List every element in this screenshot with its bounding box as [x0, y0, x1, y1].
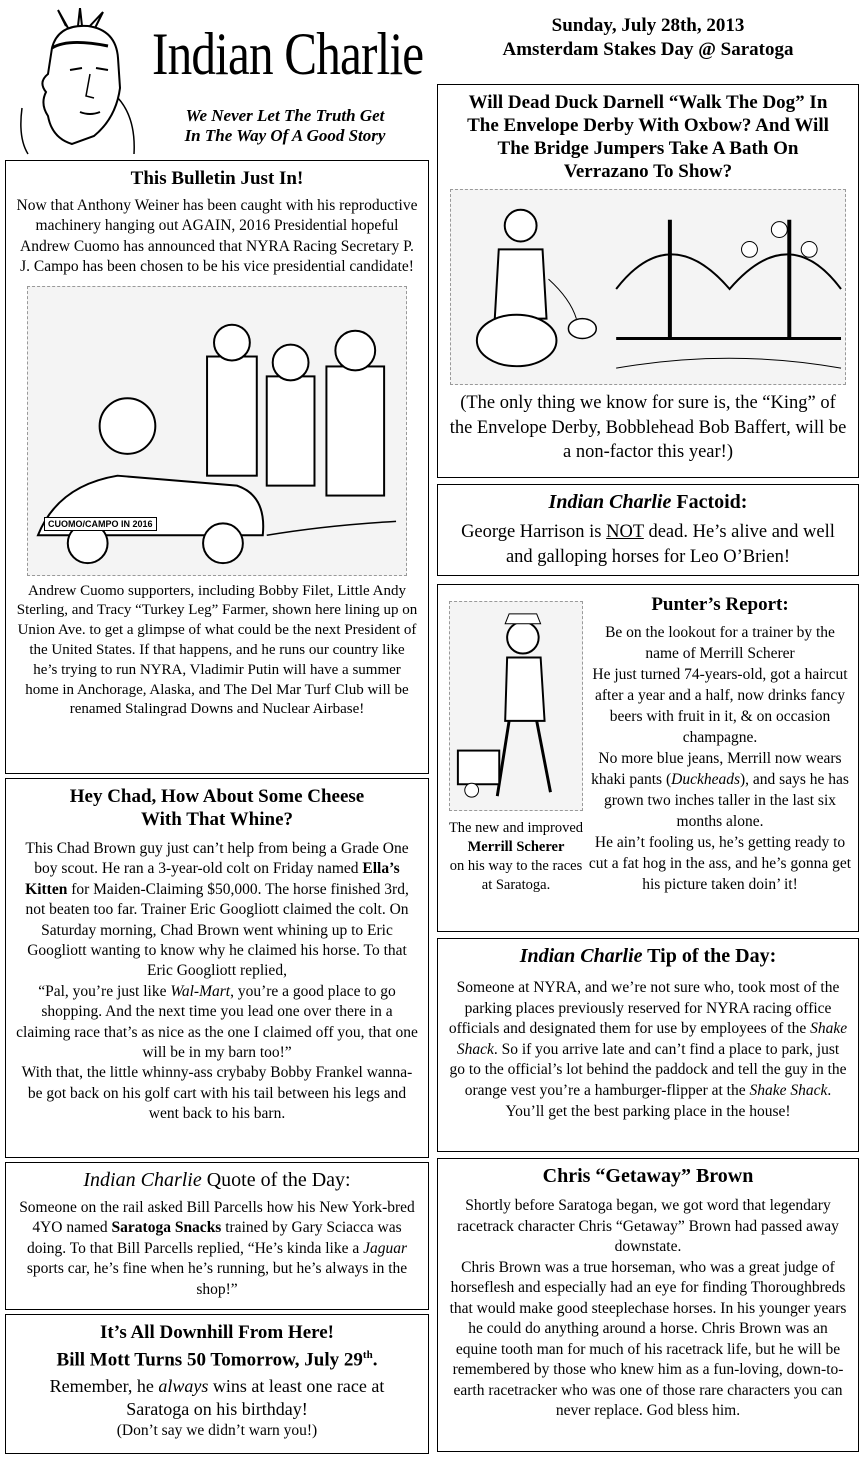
tip-text: Someone at NYRA, and we’re not sure who, took most of the parking places previously reserved for NYRA racing office officials and designated them for use by employees of the [448, 979, 840, 1038]
factoid-body [448, 520, 848, 569]
chad-paragraph-3: With that, the little whinny-ass crybaby Bobby Frankel wanna-be got back on his golf cart with his tail between his legs and went back to his barn. [21, 1064, 413, 1123]
factoid-heading-rest: Factoid: [671, 491, 748, 513]
punter-caption [446, 819, 586, 895]
chad-paragraph-2 [16, 982, 418, 1064]
punter-line-3 [588, 748, 852, 832]
chad-heading [16, 785, 418, 831]
caption-text: on his way to the races at Saratoga. [449, 858, 583, 893]
downhill-section [5, 1314, 429, 1454]
brand-name: Indian Charlie [83, 1169, 202, 1191]
caption-text: The new and improved [448, 820, 584, 836]
punter-text: No more blue jeans, Merrill now wears khaki pants ( [591, 750, 842, 788]
tip-text: . You’ll get the best parking place in the house! [505, 1081, 832, 1120]
quote-section [5, 1162, 429, 1310]
issue-date: Sunday, July 28th, 2013 [551, 15, 745, 36]
chad-heading-line-2: With That Whine? [140, 809, 294, 830]
tagline-line-1: We Never Let The Truth Get [185, 106, 385, 125]
downhill-heading [16, 1321, 418, 1371]
getaway-section [437, 1158, 859, 1452]
darnell-body: (The only thing we know for sure is, the “King” of the Envelope Derby, Bobblehead Bob Baffert, will be a non-factor this year!) [449, 393, 847, 462]
quote-heading [16, 1169, 418, 1192]
punter-line-1: Be on the lookout for a trainer by the name of Merrill Scherer [605, 624, 835, 662]
downhill-heading-text: Bill Mott Turns 50 Tomorrow, July 29 [56, 1349, 363, 1371]
downhill-heading-line-2 [16, 1344, 418, 1371]
masthead-tagline [150, 106, 420, 146]
punter-section [437, 584, 859, 932]
bulletin-section [5, 160, 429, 774]
chad-quote-text: “Pal, you’re just like [38, 982, 171, 1000]
trainer-name: Merrill Scherer [467, 839, 565, 855]
tip-section [437, 938, 859, 1152]
chad-text: for Maiden-Claiming $50,000. The horse finished 3rd, not beaten too far. Trainer Eric Googliott claimed the colt. On Saturday morning, Chad Brown went whining up to Eric Googliott wanting to know why he claimed his horse. To that Eric Googliott replied, [25, 880, 409, 980]
brand-name: Indian Charlie [548, 491, 672, 513]
restaurant-name: Shake Shack [456, 1020, 848, 1058]
dog-walk-bridge-cartoon [450, 189, 846, 385]
brand-name: Duckheads [671, 771, 741, 788]
car-name: Jaguar [363, 1239, 408, 1257]
masthead-title: Indian Charlie [152, 21, 424, 87]
tip-text: . So if you arrive late and can’t find a place to park, just go to the official’s lot behind the paddock and tell the guy in the orange vest you’re a hamburger-flipper at the [449, 1040, 847, 1099]
factoid-text: dead. He’s alive and well and galloping horses for Leo O’Brien! [505, 522, 835, 567]
tagline-line-2: In The Way Of A Good Story [184, 126, 386, 145]
getaway-heading: Chris “Getaway” Brown [542, 1165, 754, 1187]
indian-chief-head-icon [8, 8, 148, 156]
quote-text: sports car, he’s fine when he’s running, but he’s always in the shop!” [26, 1260, 408, 1298]
punter-heading: Punter’s Report: [651, 594, 789, 615]
emphasis: NOT [606, 522, 644, 542]
merrill-scherer-cartoon [449, 601, 583, 811]
chad-quote-text: , you’re a good place to go shopping. And the next time you lead one over there in a claiming race that’s as nice as the one I claimed off you, that one will be in my barn too!” [16, 982, 418, 1062]
factoid-heading [448, 491, 848, 514]
dateline [440, 14, 856, 62]
darnell-heading: Will Dead Duck Darnell “Walk The Dog” In The Envelope Derby With Oxbow? And Will The Bridge Jumpers Take A Bath On Verrazano To Show? [467, 92, 829, 182]
issue-event: Amsterdam Stakes Day @ Saratoga [502, 39, 794, 60]
punter-figure [446, 601, 586, 921]
tip-heading [448, 945, 848, 968]
bulletin-body: Now that Anthony Weiner has been caught with his reproductive machinery hanging out AGAIN, 2016 Presidential hopeful Andrew Cuomo has announced that NYRA Racing Secretary P. J. Campo has been chosen to be his vice presidential candidate! [16, 197, 418, 276]
date-suffix: th [362, 1349, 373, 1361]
tip-body [448, 978, 848, 1122]
punter-text-column [588, 593, 852, 895]
store-name: Wal-Mart [170, 982, 231, 1000]
downhill-text: Remember, he [49, 1376, 159, 1397]
cuomo-campo-cartoon [27, 286, 407, 576]
chad-heading-line-1: Hey Chad, How About Some Cheese [69, 786, 365, 807]
punter-text: ), and says he has grown two inches taller in the last six months alone. [603, 771, 849, 830]
brand-name: Indian Charlie [519, 945, 643, 967]
cartoon-license-plate: CUOMO/CAMPO IN 2016 [44, 517, 157, 531]
downhill-text: wins at least one race at Saratoga on his birthday! [126, 1376, 385, 1420]
restaurant-name: Shake Shack [749, 1081, 828, 1099]
punter-line-2: He just turned 74-years-old, got a haircut after a year and a half, now drinks fancy beers with fruit in it, & on occasion champagne. [592, 666, 848, 746]
quote-text: Someone on the rail asked Bill Parcells how his New York-bred 4YO named [19, 1199, 415, 1237]
bulletin-caption: Andrew Cuomo supporters, including Bobby Filet, Little Andy Sterling, and Tracy “Turkey Leg” Farmer, shown here lining up on Union Ave. to get a glimpse of what could be the next President of the United States. If that happens, and he runs our country like he’s trying to run NYRA, Vladimir Putin will have a summer home in Anchorage, Alaska, and The Del Mar Turf Club will be renamed Stalingrad Downs and Nuclear Airbase! [16, 582, 418, 718]
chad-text: This Chad Brown guy just can’t help from being a Grade One boy scout. He ran a 3-year-old colt on Friday named [25, 840, 409, 878]
downhill-heading-line-1: It’s All Downhill From Here! [100, 1322, 334, 1343]
masthead-logo [8, 8, 148, 156]
getaway-paragraph-1: Shortly before Saratoga began, we got word that legendary racetrack character Chris “Getaway” Brown had passed away downstate. [457, 1197, 839, 1255]
factoid-section [437, 484, 859, 576]
punter-line-4: He ain’t fooling us, he’s getting ready to cut a fat hog in the ass, and he’s gonna get his picture taken doin’ it! [588, 834, 852, 893]
horse-name: Saratoga Snacks [111, 1219, 222, 1237]
darnell-section [437, 84, 859, 478]
bulletin-heading: This Bulletin Just In! [130, 168, 304, 189]
chad-paragraph-1 [16, 839, 418, 982]
emphasis: always [158, 1376, 209, 1397]
horse-name: Ella’s Kitten [25, 860, 400, 898]
downhill-heading-end: . [372, 1349, 378, 1371]
quote-heading-rest: Quote of the Day: [201, 1169, 351, 1191]
quote-body [16, 1198, 418, 1300]
chad-section [5, 778, 429, 1158]
downhill-note: (Don’t say we didn’t warn you!) [116, 1422, 318, 1440]
factoid-text: George Harrison is [461, 522, 607, 542]
quote-text: trained by Gary Sciacca was doing. To that Bill Parcells replied, “He’s kinda like a [26, 1219, 402, 1257]
tip-heading-rest: Tip of the Day: [642, 945, 777, 967]
downhill-body [16, 1375, 418, 1421]
getaway-paragraph-2: Chris Brown was a true horseman, who was a great judge of horseflesh and especially had an eye for finding Thoroughbreds that would make good steeplechase horses. In his younger years he could do anything around a horse. Chris Brown was an equine tooth man for much of his racetrack life, but he will be remembered by those who knew him as a fun-loving, down-to-earth racetracker who was one of those rare characters you can never replace. God bless him. [449, 1258, 847, 1419]
